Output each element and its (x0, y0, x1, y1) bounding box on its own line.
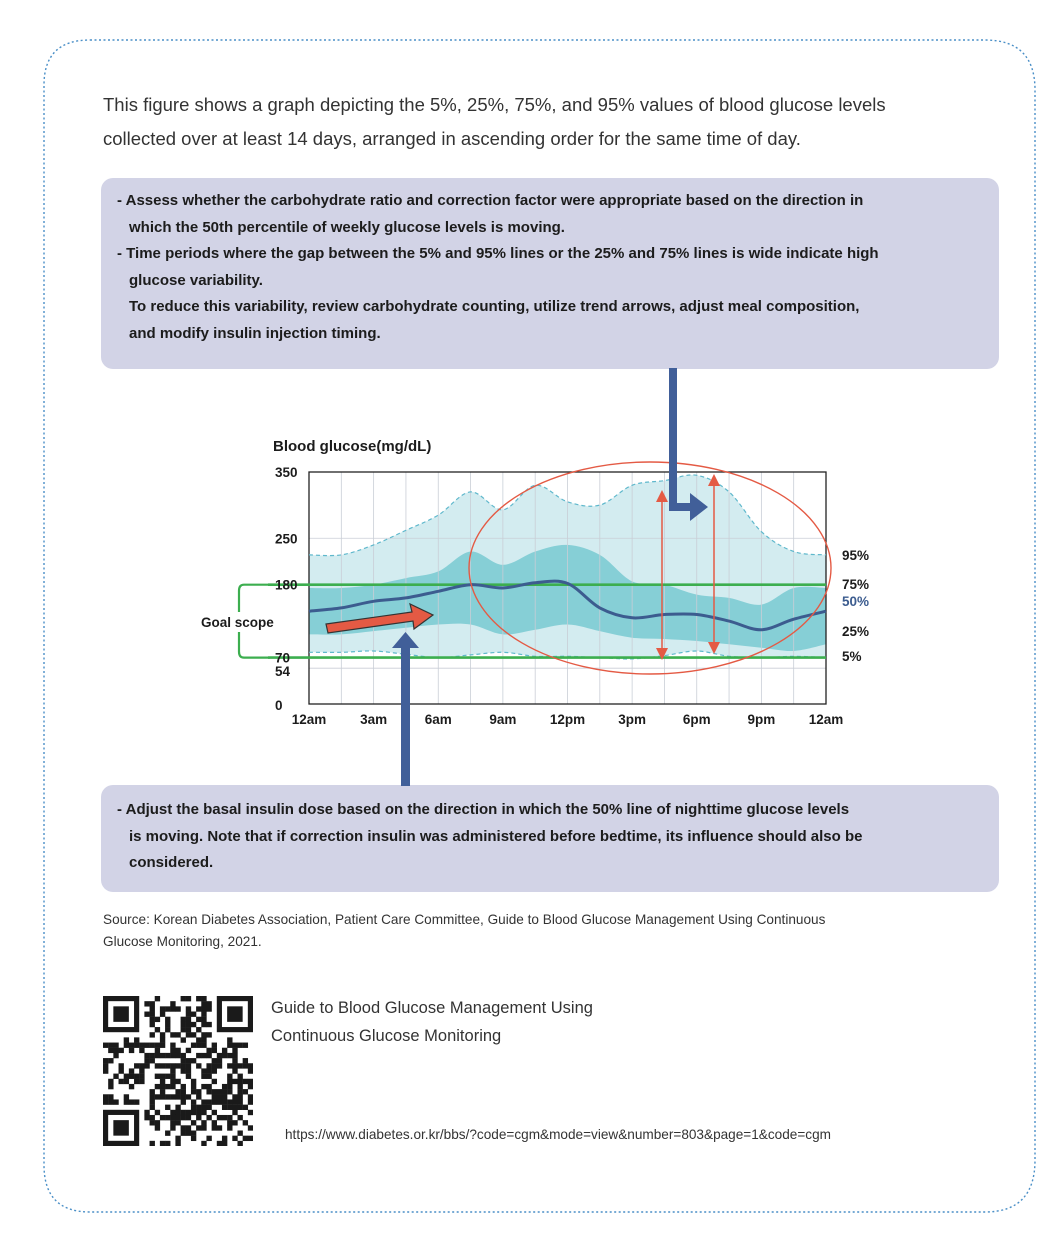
x-tick-label: 12am (291, 712, 327, 727)
guide-title-line: Continuous Glucose Monitoring (271, 1027, 502, 1045)
source-line: Glucose Monitoring, 2021. (103, 934, 262, 949)
y-tick-label: 54 (275, 664, 291, 680)
note-line: - Assess whether the carbohydrate ratio and correction factor were appropriate based on the direction in (117, 192, 864, 209)
legend-label: 25% (842, 624, 870, 639)
note-line: and modify insulin injection timing. (129, 324, 381, 342)
qr-code[interactable] (103, 996, 253, 1146)
legend-label: 75% (842, 577, 870, 592)
note-line: - Adjust the basal insulin dose based on the direction in which the 50% line of nighttime glucose levels (117, 801, 850, 818)
x-tick-label: 3am (360, 712, 388, 727)
note-line: - Time periods where the gap between the 5% and 95% lines or the 25% and 75% lines is wide indicate high (117, 245, 879, 262)
source-line: Source: Korean Diabetes Association, Patient Care Committee, Guide to Blood Glucose Management Using Continuous (103, 912, 826, 927)
note-line: is moving. Note that if correction insulin was administered before bedtime, its influence should also be (129, 827, 863, 845)
y-axis-title: Blood glucose(mg/dL) (273, 438, 432, 455)
guide-title (271, 994, 791, 1050)
x-tick-label: 12am (808, 712, 844, 727)
legend-label: 5% (842, 649, 862, 664)
x-tick-label: 6pm (682, 712, 711, 727)
legend-label: 50% (842, 594, 870, 609)
y-tick-label: 250 (275, 531, 298, 547)
x-tick-label: 12pm (549, 712, 586, 727)
y-tick-label: 70 (275, 650, 291, 666)
x-tick-label: 9pm (747, 712, 776, 727)
goal-scope-label: Goal scope (201, 615, 274, 630)
y-tick-label: 350 (275, 465, 298, 480)
source-citation (103, 909, 983, 953)
note-line: glucose variability. (129, 271, 263, 289)
x-tick-label: 6am (424, 712, 452, 727)
intro-line: collected over at least 14 days, arranged in ascending order for the same time of day. (103, 128, 801, 149)
guide-title-line: Guide to Blood Glucose Management Using (271, 999, 593, 1017)
legend-label: 95% (842, 548, 870, 563)
intro-line: This figure shows a graph depicting the 5%, 25%, 75%, and 95% values of blood glucose levels (103, 94, 886, 115)
x-tick-label: 3pm (618, 712, 647, 727)
guide-url-link[interactable]: https://www.diabetes.or.kr/bbs/?code=cgm&mode=view&number=803&page=1&code=cgm (285, 1127, 831, 1142)
note-line: To reduce this variability, review carbohydrate counting, utilize trend arrows, adjust meal composition, (129, 298, 860, 315)
y-tick-label: 0 (275, 698, 283, 713)
note-line: which the 50th percentile of weekly glucose levels is moving. (129, 218, 565, 236)
x-tick-label: 9am (489, 712, 517, 727)
note-line: considered. (129, 854, 214, 871)
y-tick-label: 180 (275, 577, 298, 593)
